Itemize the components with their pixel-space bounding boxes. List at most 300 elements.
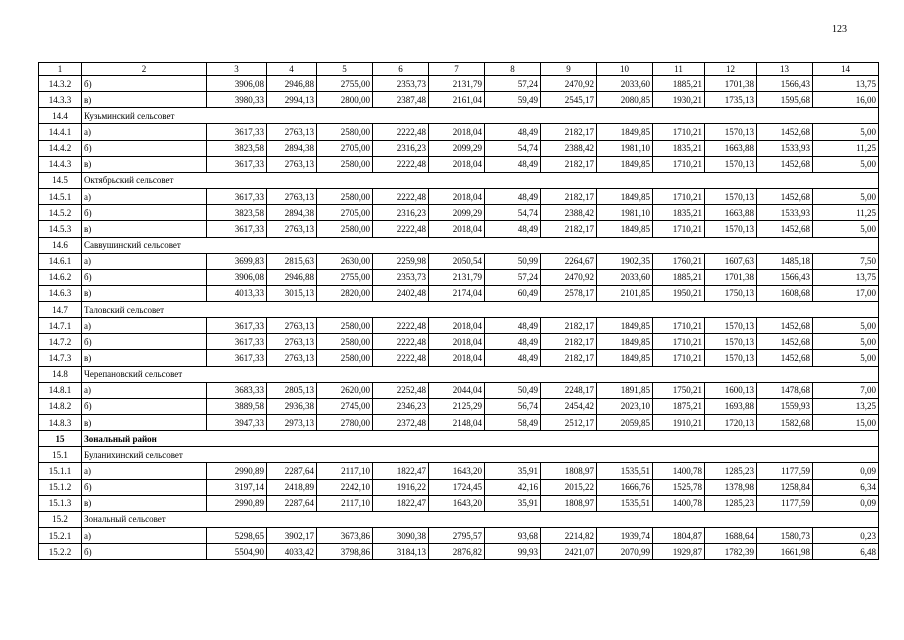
value-cell: 3617,33 (207, 350, 267, 366)
value-cell: 1808,97 (541, 495, 597, 511)
value-cell: 59,49 (485, 92, 541, 108)
value-cell: 93,68 (485, 527, 541, 543)
value-cell: 2946,88 (267, 76, 317, 92)
value-cell: 2050,54 (429, 253, 485, 269)
value-cell: 1849,85 (597, 188, 653, 204)
value-cell: 2018,04 (429, 318, 485, 334)
value-cell: 2222,48 (373, 350, 429, 366)
value-cell: 57,24 (485, 76, 541, 92)
row-code: 14.5.1 (39, 188, 82, 204)
value-cell: 6,48 (813, 544, 879, 560)
section-name: Кузьминский сельсовет (82, 108, 879, 124)
section-name: Зональный район (82, 431, 879, 447)
value-cell: 2070,99 (597, 544, 653, 560)
value-cell: 1452,68 (757, 124, 813, 140)
tariff-table (38, 62, 879, 560)
value-cell: 2470,92 (541, 76, 597, 92)
row-label: б) (82, 334, 207, 350)
row-code: 15.2.1 (39, 527, 82, 543)
row-code: 14.7.2 (39, 334, 82, 350)
value-cell: 1661,98 (757, 544, 813, 560)
value-cell: 2117,10 (317, 495, 373, 511)
value-cell: 1452,68 (757, 188, 813, 204)
value-cell: 1822,47 (373, 463, 429, 479)
value-cell: 6,34 (813, 479, 879, 495)
table-row (39, 269, 879, 285)
value-cell: 1750,13 (705, 285, 757, 301)
value-cell: 2763,13 (267, 350, 317, 366)
row-label: а) (82, 382, 207, 398)
value-cell: 2580,00 (317, 221, 373, 237)
value-cell: 60,49 (485, 285, 541, 301)
value-cell: 50,49 (485, 382, 541, 398)
value-cell: 1750,21 (653, 382, 705, 398)
section-code: 14.7 (39, 302, 82, 318)
value-cell: 54,74 (485, 205, 541, 221)
value-cell: 2894,38 (267, 140, 317, 156)
value-cell: 1400,78 (653, 495, 705, 511)
column-number: 6 (373, 63, 429, 76)
value-cell: 2059,85 (597, 415, 653, 431)
value-cell: 3617,33 (207, 156, 267, 172)
row-code: 15.1.1 (39, 463, 82, 479)
value-cell: 2512,17 (541, 415, 597, 431)
value-cell: 2316,23 (373, 140, 429, 156)
section-row (39, 511, 879, 527)
value-cell: 17,00 (813, 285, 879, 301)
value-cell: 2015,22 (541, 479, 597, 495)
value-cell: 48,49 (485, 156, 541, 172)
value-cell: 1566,43 (757, 76, 813, 92)
column-number: 4 (267, 63, 317, 76)
row-code: 14.4.2 (39, 140, 82, 156)
value-cell: 1981,10 (597, 205, 653, 221)
value-cell: 2580,00 (317, 318, 373, 334)
table-row (39, 221, 879, 237)
section-name: Саввушинский сельсовет (82, 237, 879, 253)
value-cell: 1378,98 (705, 479, 757, 495)
value-cell: 1570,13 (705, 334, 757, 350)
value-cell: 35,91 (485, 463, 541, 479)
row-code: 14.6.3 (39, 285, 82, 301)
value-cell: 2745,00 (317, 398, 373, 414)
column-number: 12 (705, 63, 757, 76)
value-cell: 13,25 (813, 398, 879, 414)
row-code: 14.8.3 (39, 415, 82, 431)
value-cell: 3906,08 (207, 76, 267, 92)
section-code: 15.1 (39, 447, 82, 463)
value-cell: 2795,57 (429, 527, 485, 543)
value-cell: 1600,13 (705, 382, 757, 398)
value-cell: 48,49 (485, 124, 541, 140)
value-cell: 3617,33 (207, 221, 267, 237)
value-cell: 2973,13 (267, 415, 317, 431)
value-cell: 2763,13 (267, 221, 317, 237)
value-cell: 2402,48 (373, 285, 429, 301)
row-label: в) (82, 285, 207, 301)
value-cell: 1452,68 (757, 350, 813, 366)
column-number: 11 (653, 63, 705, 76)
value-cell: 50,99 (485, 253, 541, 269)
value-cell: 2705,00 (317, 205, 373, 221)
value-cell: 1452,68 (757, 318, 813, 334)
value-cell: 5,00 (813, 156, 879, 172)
value-cell: 2755,00 (317, 269, 373, 285)
value-cell: 3906,08 (207, 269, 267, 285)
value-cell: 1875,21 (653, 398, 705, 414)
value-cell: 42,16 (485, 479, 541, 495)
value-cell: 1688,64 (705, 527, 757, 543)
value-cell: 2353,73 (373, 76, 429, 92)
value-cell: 2033,60 (597, 269, 653, 285)
row-label: в) (82, 415, 207, 431)
value-cell: 4033,42 (267, 544, 317, 560)
value-cell: 3902,17 (267, 527, 317, 543)
row-label: б) (82, 479, 207, 495)
value-cell: 7,50 (813, 253, 879, 269)
value-cell: 1939,74 (597, 527, 653, 543)
value-cell: 2876,82 (429, 544, 485, 560)
value-cell: 3673,86 (317, 527, 373, 543)
value-cell: 1566,43 (757, 269, 813, 285)
value-cell: 4013,33 (207, 285, 267, 301)
table-row (39, 479, 879, 495)
value-cell: 54,74 (485, 140, 541, 156)
section-name: Черепановский сельсовет (82, 366, 879, 382)
value-cell: 1570,13 (705, 318, 757, 334)
value-cell: 48,49 (485, 334, 541, 350)
row-label: б) (82, 205, 207, 221)
row-code: 14.4.3 (39, 156, 82, 172)
value-cell: 2182,17 (541, 156, 597, 172)
page-number: 123 (832, 24, 847, 35)
value-cell: 1849,85 (597, 156, 653, 172)
value-cell: 1666,76 (597, 479, 653, 495)
value-cell: 1835,21 (653, 140, 705, 156)
table-row (39, 285, 879, 301)
value-cell: 2131,79 (429, 76, 485, 92)
value-cell: 2099,29 (429, 205, 485, 221)
value-cell: 1177,59 (757, 463, 813, 479)
column-number: 14 (813, 63, 879, 76)
value-cell: 2222,48 (373, 124, 429, 140)
table-row (39, 188, 879, 204)
value-cell: 1701,38 (705, 76, 757, 92)
value-cell: 99,93 (485, 544, 541, 560)
row-code: 15.2.2 (39, 544, 82, 560)
row-code: 14.6.1 (39, 253, 82, 269)
value-cell: 15,00 (813, 415, 879, 431)
value-cell: 3197,14 (207, 479, 267, 495)
value-cell: 2755,00 (317, 76, 373, 92)
value-cell: 2387,48 (373, 92, 429, 108)
row-label: в) (82, 495, 207, 511)
value-cell: 3184,13 (373, 544, 429, 560)
value-cell: 2259,98 (373, 253, 429, 269)
row-code: 15.1.2 (39, 479, 82, 495)
value-cell: 5504,90 (207, 544, 267, 560)
section-code: 14.6 (39, 237, 82, 253)
column-number: 1 (39, 63, 82, 76)
value-cell: 1595,68 (757, 92, 813, 108)
value-cell: 2763,13 (267, 318, 317, 334)
value-cell: 2630,00 (317, 253, 373, 269)
value-cell: 2946,88 (267, 269, 317, 285)
value-cell: 2018,04 (429, 156, 485, 172)
value-cell: 1710,21 (653, 334, 705, 350)
value-cell: 1916,22 (373, 479, 429, 495)
value-cell: 48,49 (485, 221, 541, 237)
table-row (39, 92, 879, 108)
value-cell: 5,00 (813, 350, 879, 366)
value-cell: 1258,84 (757, 479, 813, 495)
value-cell: 2080,85 (597, 92, 653, 108)
table-row (39, 318, 879, 334)
value-cell: 2125,29 (429, 398, 485, 414)
row-code: 14.5.3 (39, 221, 82, 237)
value-cell: 2421,07 (541, 544, 597, 560)
value-cell: 1804,87 (653, 527, 705, 543)
value-cell: 3015,13 (267, 285, 317, 301)
row-label: а) (82, 253, 207, 269)
value-cell: 2454,42 (541, 398, 597, 414)
table-row (39, 253, 879, 269)
value-cell: 1930,21 (653, 92, 705, 108)
value-cell: 3889,58 (207, 398, 267, 414)
value-cell: 2101,85 (597, 285, 653, 301)
value-cell: 2372,48 (373, 415, 429, 431)
value-cell: 1535,51 (597, 463, 653, 479)
value-cell: 5,00 (813, 334, 879, 350)
section-name: Зональный сельсовет (82, 511, 879, 527)
column-number: 10 (597, 63, 653, 76)
value-cell: 1643,20 (429, 495, 485, 511)
value-cell: 2222,48 (373, 221, 429, 237)
section-row (39, 108, 879, 124)
column-number: 8 (485, 63, 541, 76)
value-cell: 1580,73 (757, 527, 813, 543)
value-cell: 2018,04 (429, 350, 485, 366)
section-row (39, 447, 879, 463)
value-cell: 2763,13 (267, 188, 317, 204)
value-cell: 3683,33 (207, 382, 267, 398)
region-row (39, 431, 879, 447)
row-code: 14.7.3 (39, 350, 82, 366)
value-cell: 2161,04 (429, 92, 485, 108)
value-cell: 5,00 (813, 318, 879, 334)
section-code: 14.4 (39, 108, 82, 124)
row-label: б) (82, 76, 207, 92)
value-cell: 1981,10 (597, 140, 653, 156)
column-number: 3 (207, 63, 267, 76)
value-cell: 1570,13 (705, 350, 757, 366)
value-cell: 13,75 (813, 76, 879, 92)
value-cell: 2763,13 (267, 124, 317, 140)
value-cell: 2222,48 (373, 318, 429, 334)
value-cell: 1891,85 (597, 382, 653, 398)
value-cell: 7,00 (813, 382, 879, 398)
row-label: а) (82, 188, 207, 204)
value-cell: 2182,17 (541, 221, 597, 237)
value-cell: 35,91 (485, 495, 541, 511)
value-cell: 1608,68 (757, 285, 813, 301)
value-cell: 2353,73 (373, 269, 429, 285)
row-label: а) (82, 463, 207, 479)
row-code: 14.6.2 (39, 269, 82, 285)
value-cell: 2994,13 (267, 92, 317, 108)
value-cell: 1663,88 (705, 140, 757, 156)
value-cell: 2033,60 (597, 76, 653, 92)
value-cell: 0,09 (813, 463, 879, 479)
value-cell: 2182,17 (541, 124, 597, 140)
column-number: 13 (757, 63, 813, 76)
value-cell: 2287,64 (267, 463, 317, 479)
row-code: 14.3.2 (39, 76, 82, 92)
value-cell: 1535,51 (597, 495, 653, 511)
value-cell: 2182,17 (541, 350, 597, 366)
value-cell: 2388,42 (541, 205, 597, 221)
value-cell: 1452,68 (757, 334, 813, 350)
table-row (39, 527, 879, 543)
value-cell: 2222,48 (373, 188, 429, 204)
value-cell: 3798,86 (317, 544, 373, 560)
value-cell: 1710,21 (653, 156, 705, 172)
value-cell: 1525,78 (653, 479, 705, 495)
value-cell: 3617,33 (207, 188, 267, 204)
value-cell: 2470,92 (541, 269, 597, 285)
value-cell: 1720,13 (705, 415, 757, 431)
value-cell: 57,24 (485, 269, 541, 285)
value-cell: 2182,17 (541, 334, 597, 350)
value-cell: 1533,93 (757, 205, 813, 221)
row-label: а) (82, 318, 207, 334)
value-cell: 2763,13 (267, 334, 317, 350)
value-cell: 1929,87 (653, 544, 705, 560)
value-cell: 2780,00 (317, 415, 373, 431)
value-cell: 2248,17 (541, 382, 597, 398)
value-cell: 1902,35 (597, 253, 653, 269)
value-cell: 1452,68 (757, 156, 813, 172)
value-cell: 2580,00 (317, 334, 373, 350)
value-cell: 3823,58 (207, 140, 267, 156)
value-cell: 1710,21 (653, 221, 705, 237)
value-cell: 0,09 (813, 495, 879, 511)
row-label: в) (82, 221, 207, 237)
value-cell: 1285,23 (705, 495, 757, 511)
value-cell: 13,75 (813, 269, 879, 285)
value-cell: 1950,21 (653, 285, 705, 301)
value-cell: 3090,38 (373, 527, 429, 543)
value-cell: 2418,89 (267, 479, 317, 495)
table-row (39, 415, 879, 431)
value-cell: 11,25 (813, 205, 879, 221)
value-cell: 1570,13 (705, 221, 757, 237)
value-cell: 1693,88 (705, 398, 757, 414)
value-cell: 2182,17 (541, 318, 597, 334)
value-cell: 2264,67 (541, 253, 597, 269)
value-cell: 1835,21 (653, 205, 705, 221)
value-cell: 1849,85 (597, 124, 653, 140)
value-cell: 1760,21 (653, 253, 705, 269)
value-cell: 1849,85 (597, 221, 653, 237)
value-cell: 48,49 (485, 318, 541, 334)
value-cell: 1710,21 (653, 124, 705, 140)
value-cell: 1849,85 (597, 350, 653, 366)
row-label: б) (82, 140, 207, 156)
row-label: б) (82, 398, 207, 414)
value-cell: 2287,64 (267, 495, 317, 511)
value-cell: 1885,21 (653, 269, 705, 285)
value-cell: 2099,29 (429, 140, 485, 156)
section-row (39, 172, 879, 188)
column-number: 5 (317, 63, 373, 76)
value-cell: 2545,17 (541, 92, 597, 108)
value-cell: 1710,21 (653, 188, 705, 204)
value-cell: 2820,00 (317, 285, 373, 301)
value-cell: 16,00 (813, 92, 879, 108)
value-cell: 2620,00 (317, 382, 373, 398)
column-number: 9 (541, 63, 597, 76)
value-cell: 3617,33 (207, 318, 267, 334)
value-cell: 1570,13 (705, 156, 757, 172)
row-label: в) (82, 92, 207, 108)
value-cell: 3617,33 (207, 124, 267, 140)
value-cell: 1485,18 (757, 253, 813, 269)
value-cell: 1710,21 (653, 318, 705, 334)
section-name: Буланихинский сельсовет (82, 447, 879, 463)
value-cell: 11,25 (813, 140, 879, 156)
row-code: 14.3.3 (39, 92, 82, 108)
value-cell: 2131,79 (429, 269, 485, 285)
value-cell: 2222,48 (373, 334, 429, 350)
value-cell: 2763,13 (267, 156, 317, 172)
value-cell: 2148,04 (429, 415, 485, 431)
value-cell: 2242,10 (317, 479, 373, 495)
value-cell: 48,49 (485, 350, 541, 366)
value-cell: 1400,78 (653, 463, 705, 479)
table-row (39, 495, 879, 511)
value-cell: 2252,48 (373, 382, 429, 398)
value-cell: 0,23 (813, 527, 879, 543)
value-cell: 1849,85 (597, 334, 653, 350)
value-cell: 2117,10 (317, 463, 373, 479)
value-cell: 1701,38 (705, 269, 757, 285)
value-cell: 3617,33 (207, 334, 267, 350)
value-cell: 1724,45 (429, 479, 485, 495)
value-cell: 5298,65 (207, 527, 267, 543)
value-cell: 2182,17 (541, 188, 597, 204)
value-cell: 1582,68 (757, 415, 813, 431)
section-name: Октябрьский сельсовет (82, 172, 879, 188)
value-cell: 2705,00 (317, 140, 373, 156)
row-code: 15.1.3 (39, 495, 82, 511)
value-cell: 2580,00 (317, 350, 373, 366)
table-row (39, 140, 879, 156)
row-code: 14.8.1 (39, 382, 82, 398)
value-cell: 1643,20 (429, 463, 485, 479)
value-cell: 1570,13 (705, 124, 757, 140)
row-label: б) (82, 544, 207, 560)
value-cell: 2346,23 (373, 398, 429, 414)
value-cell: 3980,33 (207, 92, 267, 108)
value-cell: 2044,04 (429, 382, 485, 398)
value-cell: 1533,93 (757, 140, 813, 156)
value-cell: 2580,00 (317, 156, 373, 172)
value-cell: 2018,04 (429, 334, 485, 350)
value-cell: 2214,82 (541, 527, 597, 543)
value-cell: 1570,13 (705, 188, 757, 204)
value-cell: 1782,39 (705, 544, 757, 560)
